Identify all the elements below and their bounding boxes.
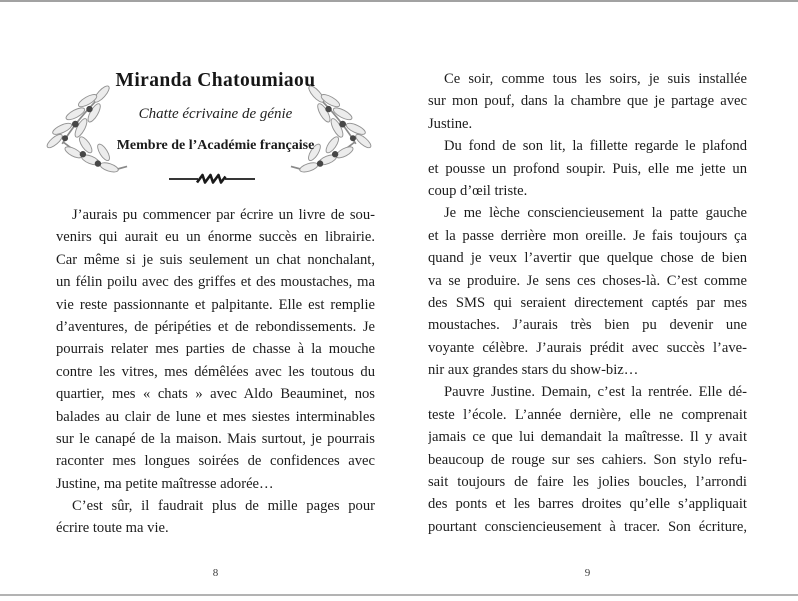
text-line: vie reste passionnante et palpitante. Elle est remplie [56, 296, 375, 313]
left-page-text [56, 204, 375, 540]
text-line: Car même si je suis seulement un chat nonchalant, [56, 251, 375, 268]
text-line: jamais ce que lui demandait la maîtresse. Il y avait [428, 429, 747, 446]
text-line: pourrais relater mes parties de chasse à la mouche [56, 341, 375, 358]
text-line: J’aurais pu commencer par écrire un livre de sou- [72, 207, 375, 223]
text-line: moustaches. J’aurais très bien pu devenir une [428, 317, 747, 334]
text-line: d’aventures, de péripéties et de rebondissements. Je [56, 318, 375, 335]
bottom-edge-line [0, 594, 798, 596]
text-line: Du fond de son lit, la fillette regarde le plafond [444, 138, 747, 155]
text-line: Justine. [428, 115, 473, 132]
text-line: des SMS qui seraient directement captés par mes [428, 294, 747, 311]
page-number-right: 9 [584, 567, 591, 579]
text-line: et la passe derrière mon oreille. Je fais toujours ça [428, 227, 747, 244]
text-line: et pousse un profond soupir. Puis, elle me jette un [428, 160, 747, 177]
text-line: écrire toute ma vie. [56, 520, 169, 537]
text-line: va se produire. Je sens ces choses-là. C’est comme [428, 272, 747, 289]
text-line: pourtant consciencieusement à tracer. Son écriture, [428, 518, 747, 535]
text-line: Pauvre Justine. Demain, c’est la rentrée. Elle dé- [444, 384, 747, 401]
text-line: Ce soir, comme tous les soirs, je suis installée [444, 71, 747, 87]
text-line: venirs qui aurait eu un énorme succès en librairie. [56, 229, 375, 246]
author-subtitle: Chatte écrivaine de génie [138, 106, 293, 122]
author-title: Miranda Chatoumiaou [115, 70, 316, 91]
text-line: sur le canapé de la maison. Mais surtout, je pourrais [56, 430, 375, 447]
text-line: beaucoup de rouge sur ses cahiers. Son stylo refu- [428, 451, 747, 468]
text-line: balades au clair de lune et mes siestes interminables [56, 408, 375, 425]
text-line: coup d’œil triste. [428, 182, 528, 199]
text-line: sait toujours de faire les jolies boucles, l’arrondi [428, 474, 747, 491]
text-line: Justine, ma petite maîtresse adorée… [56, 475, 274, 492]
text-line: teste l’école. L’année dernière, elle ne comprenait [428, 406, 747, 423]
top-edge-line [0, 0, 798, 2]
text-line: un félin poilu avec des griffes et des moustaches, ma [56, 274, 375, 291]
text-line: raconter mes longues soirées de confidences avec [56, 453, 375, 470]
author-affiliation: Membre de l’Académie française [116, 138, 315, 153]
text-line: sur mon pouf, dans la chambre que je partage avec [428, 93, 747, 110]
text-line: nir aux grandes stars du show-biz… [428, 362, 639, 379]
text-line: quand je veux l’avertir que quelque chose de bien [428, 250, 747, 267]
chapter-header [56, 70, 375, 154]
text-line: C’est sûr, il faudrait plus de mille pages pour [72, 498, 375, 515]
text-line: des ponts et les barres droites qu’elle s’appliquait [428, 496, 747, 513]
squiggle-divider-ornament [167, 171, 257, 187]
text-line: contre les vitres, mes démêlées avec les toutous du [56, 363, 375, 380]
page-number-left: 8 [212, 567, 219, 579]
text-line: voyante célèbre. J’aurais prédit avec succès l’ave- [428, 339, 747, 356]
text-line: quartier, mes « chats » avec Aldo Beauminet, nos [56, 386, 375, 403]
text-line: Je me lèche consciencieusement la patte gauche [444, 205, 747, 222]
right-page-text [428, 68, 747, 538]
